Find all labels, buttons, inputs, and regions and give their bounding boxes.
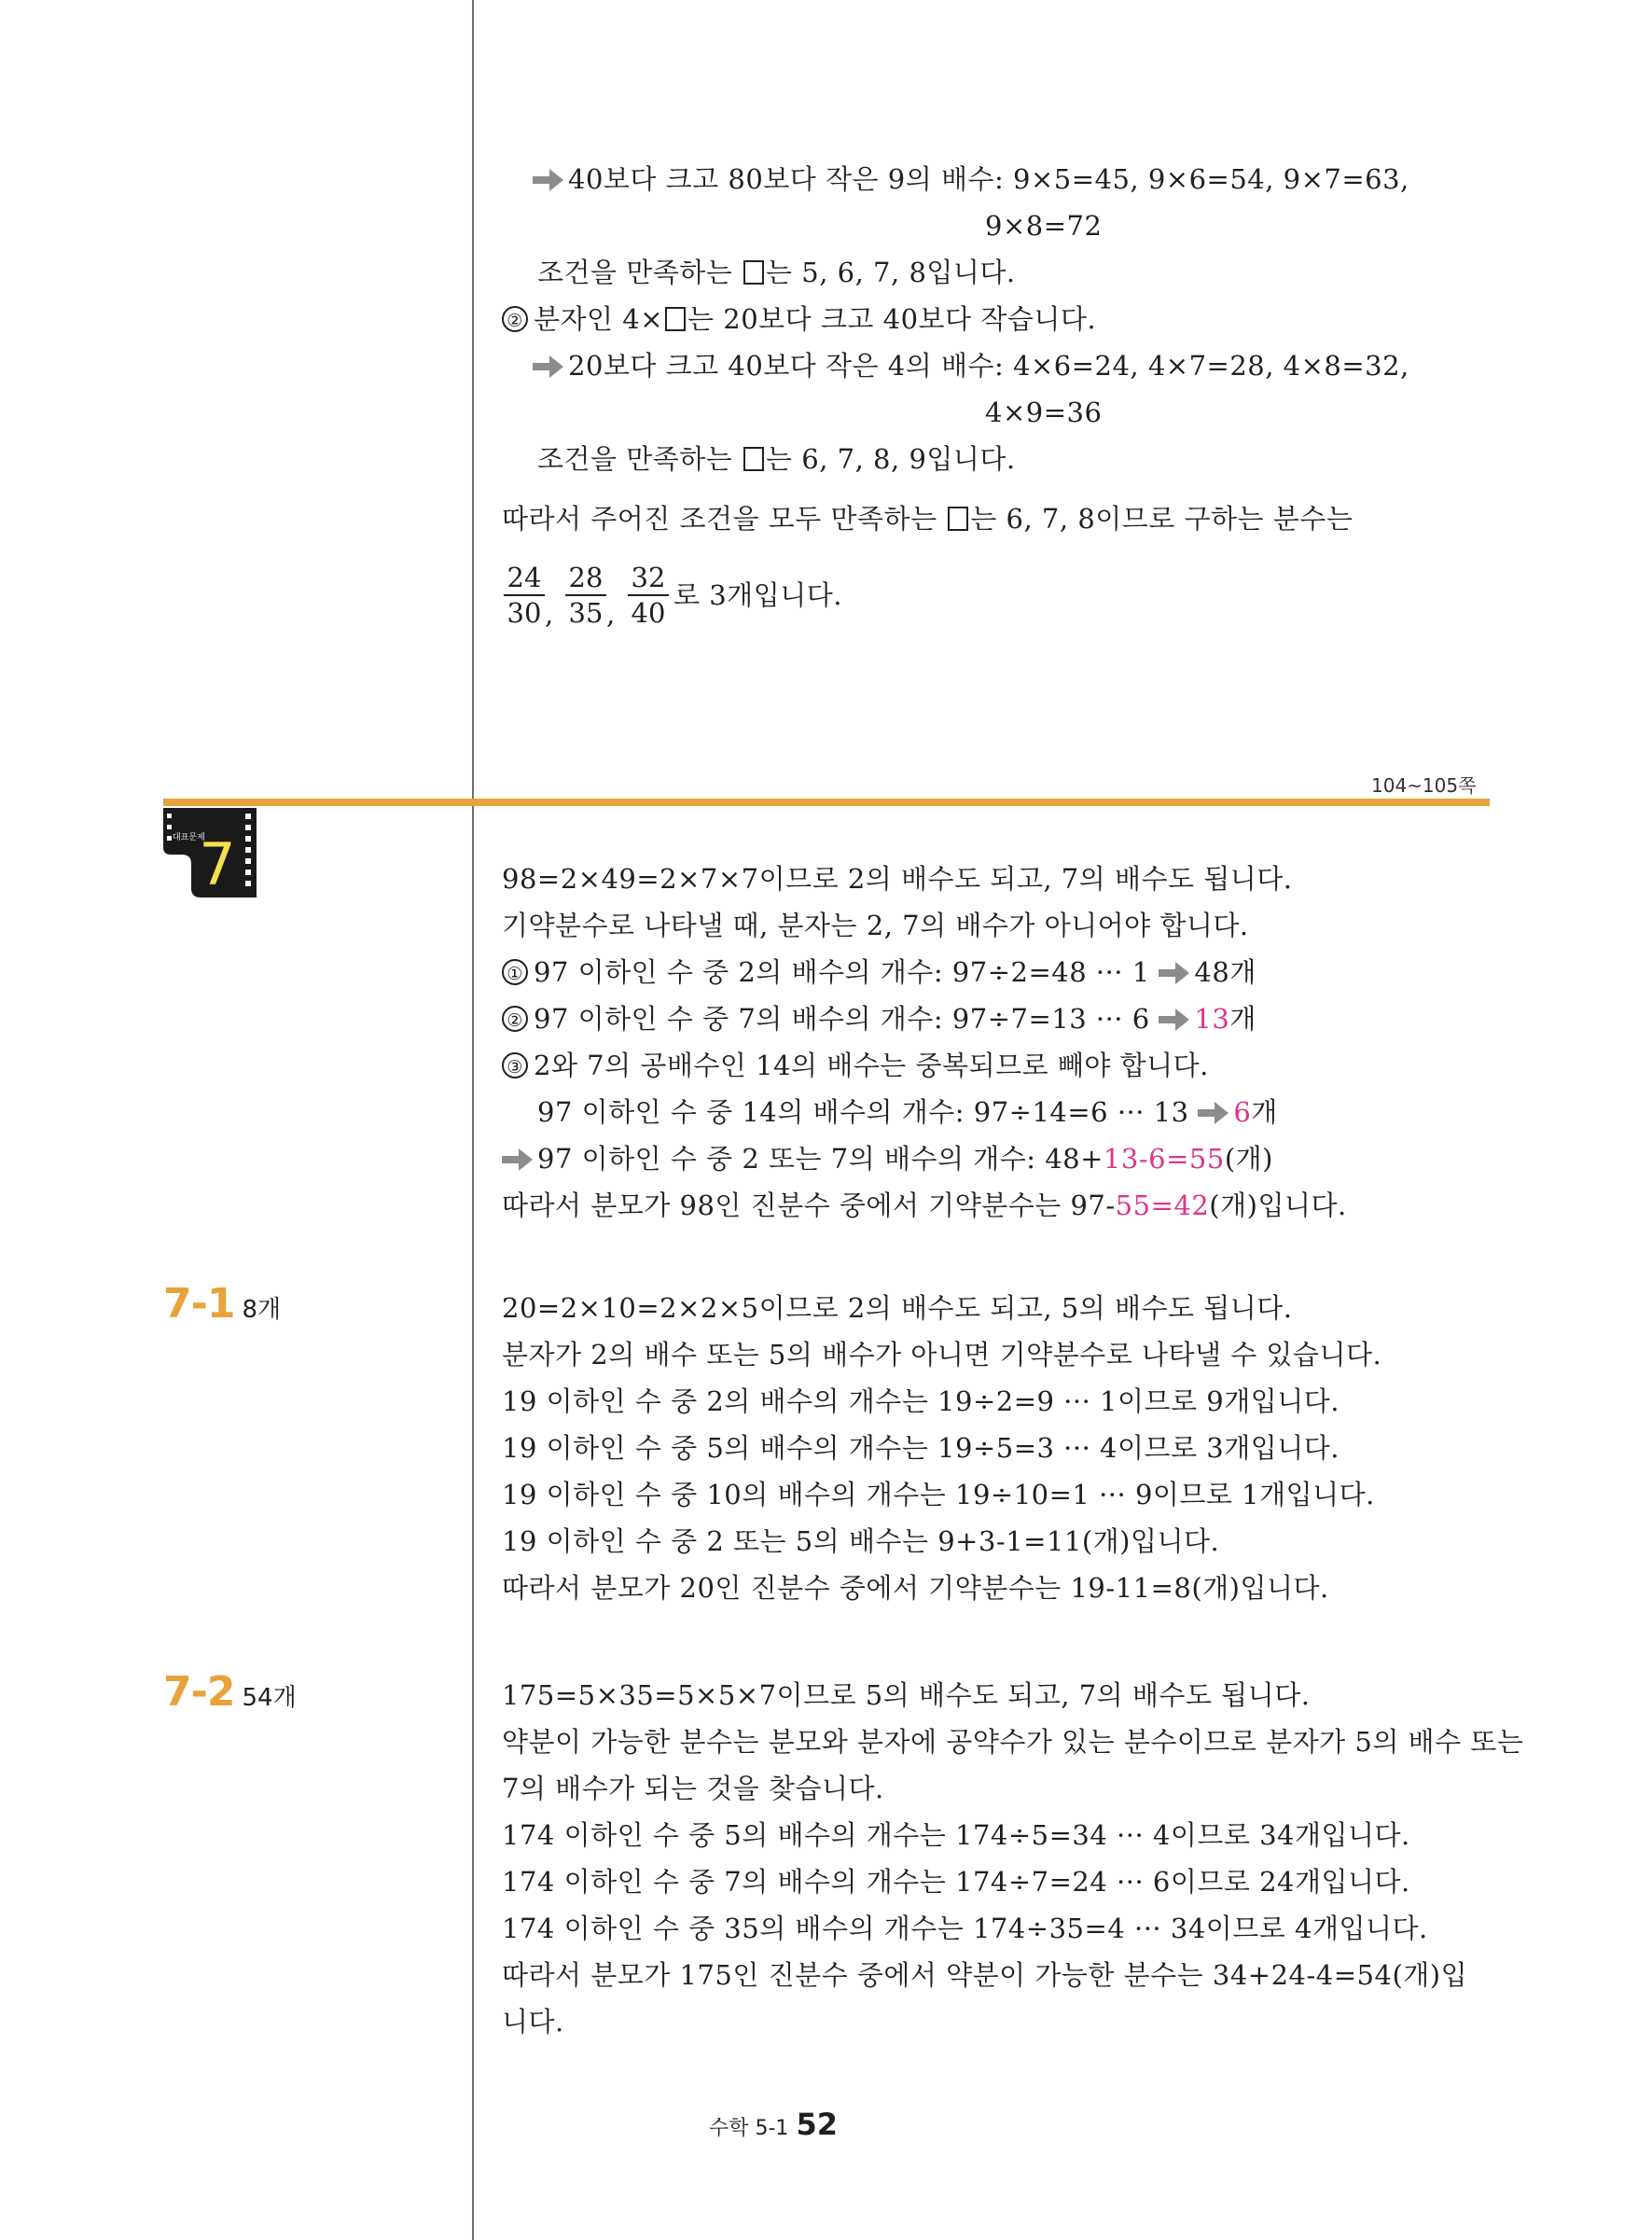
p72-line-3: 7의 배수가 되는 것을 찾습니다. [502, 1773, 884, 1804]
arrow-right-icon [1159, 1008, 1190, 1032]
p72-line-5: 174 이하인 수 중 7의 배수의 개수는 174÷7=24 ··· 6이므로 24개입니다. [502, 1866, 1410, 1898]
arrow-right-icon [502, 1148, 534, 1172]
blank-box-icon [948, 507, 968, 531]
page-footer [709, 2107, 838, 2142]
problem-7-1-header: 7-1 8개 [163, 1280, 282, 1328]
p72-line-8: 니다. [502, 2006, 564, 2038]
fraction-tail: 로 3개입니다. [673, 579, 842, 611]
sec7-line-1: 98=2×49=2×7×7이므로 2의 배수도 되고, 7의 배수도 됩니다. [502, 863, 1293, 895]
fraction-1: 24 30 [504, 562, 545, 629]
arrow-right-icon [1159, 961, 1190, 985]
blank-box-icon [743, 447, 764, 471]
top-line-3: 조건을 만족하는 는 5, 6, 7, 8입니다. [537, 257, 1016, 288]
p71-line-6: 19 이하인 수 중 2 또는 5의 배수는 9+3-1=11(개)입니다. [502, 1525, 1220, 1557]
problem-7-2-header: 7-2 54개 [163, 1668, 297, 1716]
top-line-1: 40보다 크고 80보다 작은 9의 배수: 9×5=45, 9×6=54, 9×7=63, [533, 162, 1409, 196]
section-rule [163, 799, 1490, 806]
top-line-7: 조건을 만족하는 는 6, 7, 8, 9입니다. [537, 443, 1016, 475]
p71-line-4: 19 이하인 수 중 5의 배수의 개수는 19÷5=3 ··· 4이므로 3개입니다. [502, 1432, 1340, 1464]
circled-number: ② [502, 1006, 528, 1032]
top-line-5: 20보다 크고 40보다 작은 4의 배수: 4×6=24, 4×7=28, 4×8=32, [533, 349, 1409, 383]
p72-line-4: 174 이하인 수 중 5의 배수의 개수는 174÷5=34 ··· 4이므로 34개입니다. [502, 1819, 1410, 1851]
sec7-line-3: ① 97 이하인 수 중 2의 배수의 개수: 97÷2=48 ··· 1 48개 [502, 955, 1256, 989]
arrow-right-icon [1198, 1101, 1229, 1125]
fraction-separator: , [606, 598, 616, 630]
p72-line-1: 175=5×35=5×5×7이므로 5의 배수도 되고, 7의 배수도 됩니다. [502, 1679, 1311, 1711]
representative-problem-badge [163, 808, 257, 901]
footer-subject: 수학 5-1 [709, 2117, 789, 2140]
top-line-6: 4×9=36 [985, 397, 1103, 428]
fraction-3: 32 40 [628, 562, 669, 629]
fraction-2: 28 35 [565, 562, 606, 629]
sec7-line-7: 97 이하인 수 중 2 또는 7의 배수의 개수: 48+13-6=55(개) [502, 1142, 1273, 1176]
badge-number: 7 [199, 830, 236, 897]
arrow-right-icon [533, 355, 564, 379]
p72-line-7: 따라서 분모가 175인 진분수 중에서 약분이 가능한 분수는 34+24-4=54(개)입 [502, 1959, 1468, 1991]
p71-line-3: 19 이하인 수 중 2의 배수의 개수는 19÷2=9 ··· 1이므로 9개입니다. [502, 1385, 1340, 1417]
top-line-8: 따라서 주어진 조건을 모두 만족하는 는 6, 7, 8이므로 구하는 분수는 [502, 503, 1354, 535]
circled-number: ② [502, 306, 528, 332]
p71-line-5: 19 이하인 수 중 10의 배수의 개수는 19÷10=1 ··· 9이므로 1개입니다. [502, 1479, 1375, 1510]
arrow-right-icon [533, 168, 564, 192]
top-line-2: 9×8=72 [985, 210, 1103, 242]
top-line-4: ② 분자인 4× 는 20보다 크고 40보다 작습니다. [502, 302, 1096, 336]
sec7-line-5: ③ 2와 7의 공배수인 14의 배수는 중복되므로 빼야 합니다. [502, 1049, 1209, 1082]
sec7-line-8: 따라서 분모가 98인 진분수 중에서 기약분수는 97-55=42(개)입니다. [502, 1190, 1347, 1221]
circled-number: ③ [502, 1052, 528, 1078]
badge-label: 대표문제 [173, 833, 205, 842]
p71-line-1: 20=2×10=2×2×5이므로 2의 배수도 되고, 5의 배수도 됩니다. [502, 1292, 1293, 1324]
sec7-line-2: 기약분수로 나타낼 때, 분자는 2, 7의 배수가 아니어야 합니다. [502, 910, 1249, 941]
sec7-line-6: 97 이하인 수 중 14의 배수의 개수: 97÷14=6 ··· 13 6개 [537, 1096, 1278, 1128]
p72-line-6: 174 이하인 수 중 35의 배수의 개수는 174÷35=4 ··· 34이므로 4개입니다. [502, 1913, 1428, 1944]
fraction-separator: , [545, 598, 554, 630]
blank-box-icon [743, 260, 764, 285]
sec7-line-4: ② 97 이하인 수 중 7의 배수의 개수: 97÷7=13 ··· 6 13개 [502, 1002, 1256, 1036]
circled-number: ① [502, 959, 528, 985]
page-number: 52 [796, 2107, 838, 2142]
page-reference: 104~105쪽 [1371, 774, 1477, 797]
column-divider [472, 0, 474, 2240]
p71-line-7: 따라서 분모가 20인 진분수 중에서 기약분수는 19-11=8(개)입니다. [502, 1572, 1329, 1604]
p71-line-2: 분자가 2의 배수 또는 5의 배수가 아니면 기약분수로 나타낼 수 있습니다. [502, 1339, 1382, 1370]
p72-line-2: 약분이 가능한 분수는 분모와 분자에 공약수가 있는 분수이므로 분자가 5의 배수 또는 [502, 1726, 1524, 1758]
blank-box-icon [665, 307, 686, 331]
